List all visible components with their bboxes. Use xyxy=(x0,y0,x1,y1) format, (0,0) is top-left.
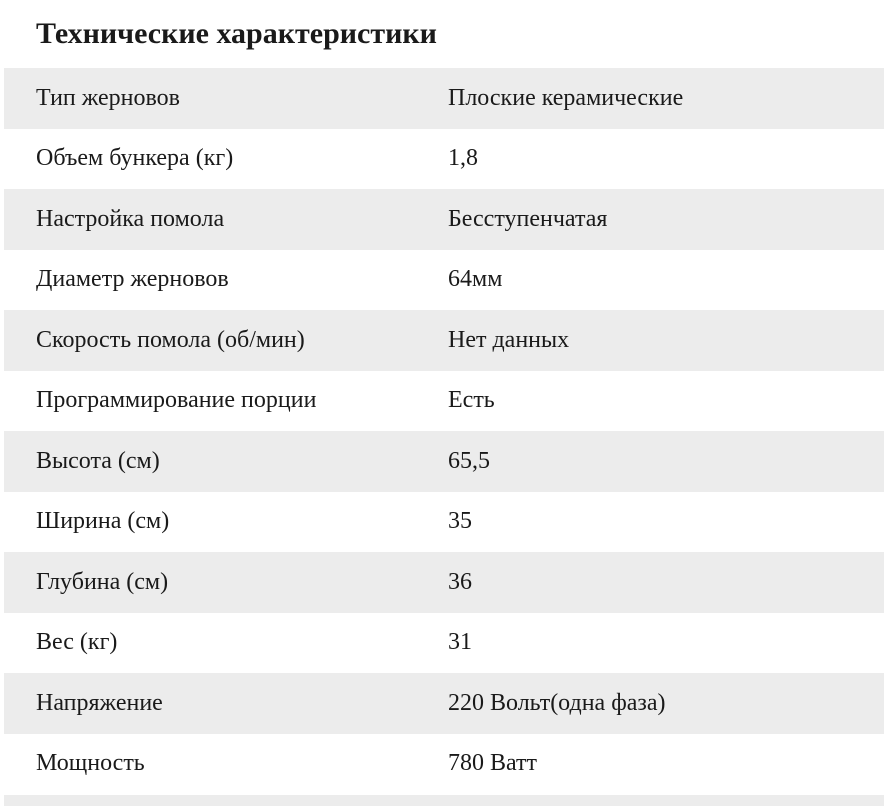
table-row xyxy=(4,310,884,371)
table-row xyxy=(4,250,884,311)
spec-label: Глубина (см) xyxy=(36,568,169,595)
spec-label: Диаметр жерновов xyxy=(36,266,229,293)
spec-label: Вес (кг) xyxy=(36,629,118,656)
table-row xyxy=(4,492,884,553)
spec-value: 36 xyxy=(448,568,472,595)
table-row xyxy=(4,613,884,674)
spec-value: 780 Ватт xyxy=(448,750,538,777)
spec-label: Высота (см) xyxy=(36,447,160,474)
spec-label: Напряжение xyxy=(36,689,163,716)
spec-value: 220 Вольт(одна фаза) xyxy=(448,689,666,716)
spec-label: Скорость помола (об/мин) xyxy=(36,326,305,353)
page-title: Технические характеристики xyxy=(36,17,437,50)
table-row xyxy=(4,129,884,190)
table-row xyxy=(4,189,884,250)
spec-value: 1,8 xyxy=(448,145,478,172)
spec-label: Мощность xyxy=(36,750,145,777)
table-row xyxy=(4,673,884,734)
spec-label: Настройка помола xyxy=(36,205,225,232)
table-row xyxy=(4,552,884,613)
spec-value: 65,5 xyxy=(448,447,490,474)
spec-value: 35 xyxy=(448,508,472,535)
spec-value: Плоские керамические xyxy=(448,84,684,111)
spec-value: Бесступенчатая xyxy=(448,205,608,232)
spec-label: Программирование порции xyxy=(36,387,317,414)
table-row xyxy=(4,734,884,795)
table-row xyxy=(4,68,884,129)
spec-value: 31 xyxy=(448,629,472,656)
spec-label: Тип жерновов xyxy=(36,84,181,111)
spec-label: Объем бункера (кг) xyxy=(36,145,234,172)
table-row xyxy=(4,371,884,432)
spec-table xyxy=(4,68,884,794)
spec-value: 64мм xyxy=(448,266,503,293)
spec-label: Ширина (см) xyxy=(36,508,170,535)
spec-value: Нет данных xyxy=(448,326,570,353)
table-row xyxy=(4,431,884,492)
spec-value: Есть xyxy=(448,387,495,414)
table-row-partial xyxy=(4,795,884,806)
